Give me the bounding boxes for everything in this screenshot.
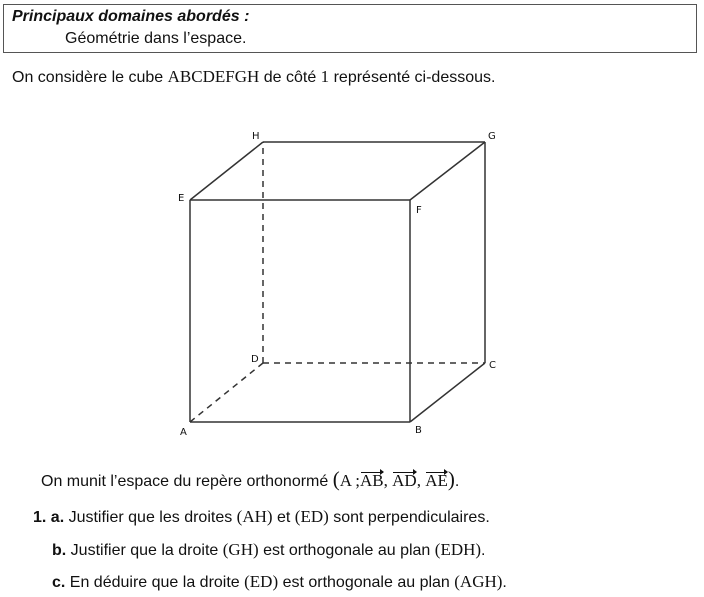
label-C: C	[489, 360, 496, 371]
label-H: H	[252, 131, 260, 142]
label-B: B	[415, 425, 422, 436]
label-F: F	[416, 205, 422, 216]
edge-EH	[190, 142, 263, 200]
edge-FG	[410, 142, 485, 200]
label-A: A	[180, 427, 187, 438]
topics-item: Géométrie dans l’espace.	[65, 30, 247, 47]
label-D: D	[251, 354, 259, 365]
edge-AD	[190, 363, 263, 422]
intro-text: On considère le cube ABCDEFGH de côté 1 représenté ci-dessous.	[12, 67, 496, 86]
question-1b: b. Justifier que la droite (GH) est orthogonale au plan (EDH).	[52, 540, 486, 559]
edge-BC	[410, 363, 485, 422]
label-E: E	[178, 193, 185, 204]
frame-text: On munit l’espace du repère orthonormé (A ;AB, AD, AE).	[41, 467, 460, 491]
question-1c: c. En déduire que la droite (ED) est orthogonale au plan (AGH).	[52, 572, 507, 591]
label-G: G	[488, 131, 496, 142]
topics-title: Principaux domaines abordés :	[12, 8, 250, 25]
question-1a: 1. a. Justifier que les droites (AH) et (ED) sont perpendiculaires.	[33, 507, 490, 526]
